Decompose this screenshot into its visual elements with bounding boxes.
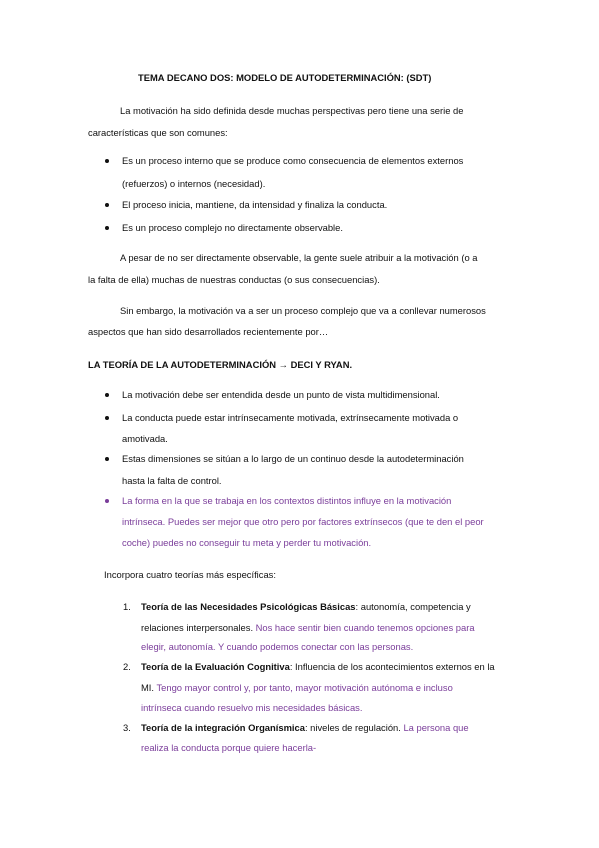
incorpora-line: Incorpora cuatro teorías más específicas: [104,569,276,580]
list-item-cont: (refuerzos) o internos (necesidad). [122,178,266,189]
list-number: 1. [123,601,131,612]
bullet-icon [105,203,109,207]
theory-desc: relaciones interpersonales. [141,622,256,633]
theory-name: Teoría de las Necesidades Psicológicas Básicas [141,601,356,612]
theory-line-2 [141,622,475,634]
theory-note-cont: intrínseca cuando resuelvo mis necesidades básicas. [141,702,363,713]
theory-name: Teoría de la Evaluación Cognitiva [141,661,290,672]
bullet-icon [105,159,109,163]
bullet-icon [105,393,109,397]
list-item: Es un proceso complejo no directamente observable. [122,222,343,233]
list-item-highlight: La forma en la que se trabaja en los contextos distintos influye en la motivación [122,495,452,506]
theory-desc: : autonomía, competencia y [355,601,471,612]
theory-note: Nos hace sentir bien cuando tenemos opciones para [255,622,475,633]
list-item-highlight-cont: intrínseca. Puedes ser mejor que otro pero por factores extrínsecos (que te den el peor [122,516,484,527]
para3-line-2: aspectos que han sido desarrollados recientemente por… [88,326,329,337]
section-heading: LA TEORÍA DE LA AUTODETERMINACIÓN → DECI Y RYAN. [88,359,353,370]
bullet-icon [105,226,109,230]
theory-line-1 [141,661,495,673]
theory-note-cont: realiza la conducta porque quiere hacerla- [141,742,317,753]
para2-line-2: la falta de ella) muchas de nuestras conductas (o sus consecuencias). [88,274,380,285]
theory-desc: MI. [141,682,157,693]
document-title: TEMA DECANO DOS: MODELO DE AUTODETERMINACIÓN: (SDT) [138,72,432,83]
theory-note-cont: elegir, autonomía. Y cuando podemos conectar con las personas. [141,641,414,652]
intro-line-1: La motivación ha sido definida desde muchas perspectivas pero tiene una serie de [120,105,464,116]
list-number: 3. [123,722,131,733]
list-item-cont: amotivada. [122,433,168,444]
theory-line-2 [141,682,453,694]
bullet-icon [105,457,109,461]
list-number: 2. [123,661,131,672]
list-item: El proceso inicia, mantiene, da intensidad y finaliza la conducta. [122,199,388,210]
theory-desc: : Influencia de los acontecimientos externos en la [289,661,495,672]
list-item: La conducta puede estar intrínsecamente motivada, extrínsecamente motivada o [122,412,459,423]
theory-line-1 [141,722,469,734]
bullet-icon [105,499,109,503]
list-item: Estas dimensiones se sitúan a lo largo de un continuo desde la autodeterminación [122,453,464,464]
list-item-cont: hasta la falta de control. [122,475,222,486]
theory-note: Tengo mayor control y, por tanto, mayor motivación autónoma e incluso [156,682,453,693]
list-item: Es un proceso interno que se produce como consecuencia de elementos externos [122,155,464,166]
intro-line-2: características que son comunes: [88,127,228,138]
theory-note: La persona que [403,722,469,733]
para3-line-1: Sin embargo, la motivación va a ser un proceso complejo que va a conllevar numerosos [120,305,486,316]
theory-name: Teoría de la integración Organísmica [141,722,305,733]
theory-line-1 [141,601,471,613]
theory-desc: : niveles de regulación. [304,722,404,733]
list-item: La motivación debe ser entendida desde un punto de vista multidimensional. [122,389,440,400]
list-item-highlight-cont: coche) puedes no conseguir tu meta y perder tu motivación. [122,537,372,548]
bullet-icon [105,416,109,420]
para2-line-1: A pesar de no ser directamente observable, la gente suele atribuir a la motivación (o a [120,252,478,263]
